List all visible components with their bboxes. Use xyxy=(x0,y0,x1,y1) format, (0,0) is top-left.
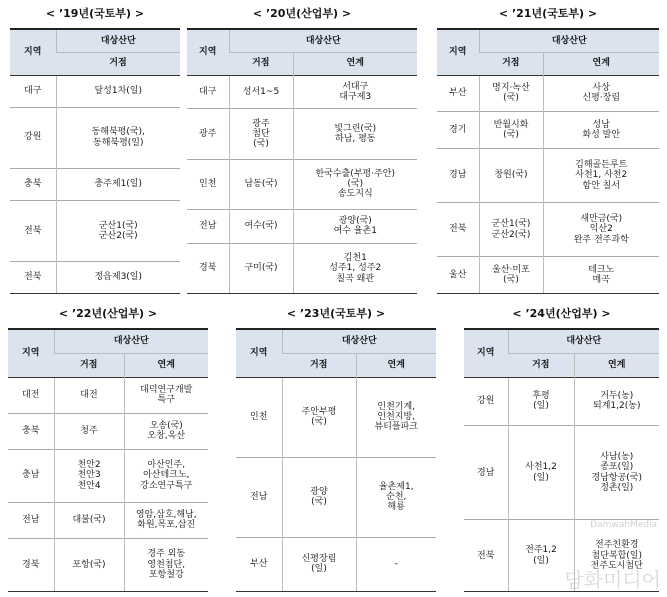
table-row: 전남 여수(국) 광양(국) 여수 율촌1 xyxy=(187,209,417,243)
table-row: 전남 광양 (국) 율촌제1, 순천, 해룡 xyxy=(236,457,436,537)
table-row: 울산 울산·미포 (국) 테크노 매곡 xyxy=(437,257,659,294)
table-row: 대구 달성1차(일) xyxy=(10,75,180,107)
table-row: 부산 명지·녹산 (국) 사상 신평·장림 xyxy=(437,75,659,112)
table-title-2019: < ’19년(국토부) > xyxy=(45,7,145,20)
table-row: 전북 군산1(국) 군산2(국) 새만금(국) 익산2 완주 전주과학 xyxy=(437,203,659,257)
table-row: 충북 청주 오송(국) 오창,옥산 xyxy=(8,413,208,449)
table-row: 대구 성서1~5 서대구 대구제3 xyxy=(187,75,417,109)
table-row: 대전 대전 대덕연구개발 특구 xyxy=(8,377,208,413)
table-row: 강원 후평 (일) 거두(농) 퇴계1,2(농) xyxy=(464,377,659,425)
table-2020: 지역 대상산단 거점 연계 대구 성서1~5 서대구 대구제3 광주 광주 첨단 (국) 빛그린(국) 하남, 평동 인천 남동(국) 한국수출(부평·주안) (국) 송도지식 전남 여수(국) 광양(국) 여수 율촌1 경북 구미(국) 김천1 성주1, 성주2 칠곡 왜관 xyxy=(187,28,417,294)
table-row: 경남 창원(국) 김해골든루트 사천1, 사천2 함안 칠서 xyxy=(437,148,659,202)
header-region: 지역 xyxy=(10,29,56,75)
header-hub: 거점 xyxy=(56,52,180,75)
table-row: 경북 포항(국) 경주 외동 영천첨단, 포항철강 xyxy=(8,538,208,591)
table-row: 강원 동해북평(국), 동해북평(일) xyxy=(10,107,180,168)
table-title-2022: < ’22년(산업부) > xyxy=(58,307,158,320)
table-2023: 지역 대상산단 거점 연계 인천 주안부평 (국) 인천기계, 인천지방, 뷰티플파크 전남 광양 (국) 율촌제1, 순천, 해룡 부산 신평장림 (일) - xyxy=(236,328,436,592)
watermark-text: DamwahMedia xyxy=(590,520,657,530)
table-title-2024: < ’24년(산업부) > xyxy=(512,307,611,320)
table-row: 경북 구미(국) 김천1 성주1, 성주2 칠곡 왜관 xyxy=(187,243,417,293)
table-2024: 지역 대상산단 거점 연계 강원 후평 (일) 거두(농) 퇴계1,2(농) 경남 사천1,2 (일) 사남(농) 종포(일) 경남항공(국) 정촌(일) 전북 전주1,2 (일) 전주친환경 첨단복합(일) 전주도시첨단 xyxy=(464,328,659,592)
watermark-logo: 담화미디어 xyxy=(564,568,661,592)
table-row: 광주 광주 첨단 (국) 빛그린(국) 하남, 평동 xyxy=(187,109,417,159)
table-row: 전북 정읍제3(일) xyxy=(10,261,180,293)
table-title-2023: < ’23년(국토부) > xyxy=(286,307,386,320)
table-title-2020: < ’20년(산업부) > xyxy=(252,7,352,20)
table-row: 전남 대불(국) 영암,삼호,해남, 화원,목포,삽진 xyxy=(8,502,208,538)
table-row: 전북 군산1(국) 군산2(국) xyxy=(10,200,180,261)
table-row: 인천 주안부평 (국) 인천기계, 인천지방, 뷰티플파크 xyxy=(236,377,436,457)
table-row: 경기 반월시화 (국) 성남 화성 발안 xyxy=(437,112,659,149)
table-row: 경남 사천1,2 (일) 사남(농) 종포(일) 경남항공(국) 정촌(일) xyxy=(464,425,659,520)
table-row: 부산 신평장림 (일) - xyxy=(236,537,436,591)
table-row: 충남 천안2 천안3 천안4 아산인주, 아산테크노, 강소연구특구 xyxy=(8,449,208,502)
table-2022: 지역 대상산단 거점 연계 대전 대전 대덕연구개발 특구 충북 청주 오송(국) 오창,옥산 충남 천안2 천안3 천안4 아산인주, 아산테크노, 강소연구특구 전남 대불(국) 영암,삼호,해남, 화원,목포,삽진 경북 포항(국) 경주 외동 영천첨단, 포항철강 xyxy=(8,328,208,592)
table-2019 xyxy=(10,28,180,294)
table-title-2021: < ’21년(국토부) > xyxy=(498,7,598,20)
table-row: 인천 남동(국) 한국수출(부평·주안) (국) 송도지식 xyxy=(187,159,417,209)
table-row: 충북 충주제1(일) xyxy=(10,168,180,200)
table-2021: 지역 대상산단 거점 연계 부산 명지·녹산 (국) 사상 신평·장림 경기 반월시화 (국) 성남 화성 발안 경남 창원(국) 김해골든루트 사천1, 사천2 함안 칠서 전북 군산1(국) 군산2(국) 새만금(국) 익산2 완주 전주과학 울산 울산·미포 (국) 테크노 매곡 xyxy=(437,28,659,294)
header-complex: 대상산단 xyxy=(56,29,180,52)
table-row: 전북 전주1,2 (일) 전주친환경 첨단복합(일) 전주도시첨단 xyxy=(464,520,659,592)
